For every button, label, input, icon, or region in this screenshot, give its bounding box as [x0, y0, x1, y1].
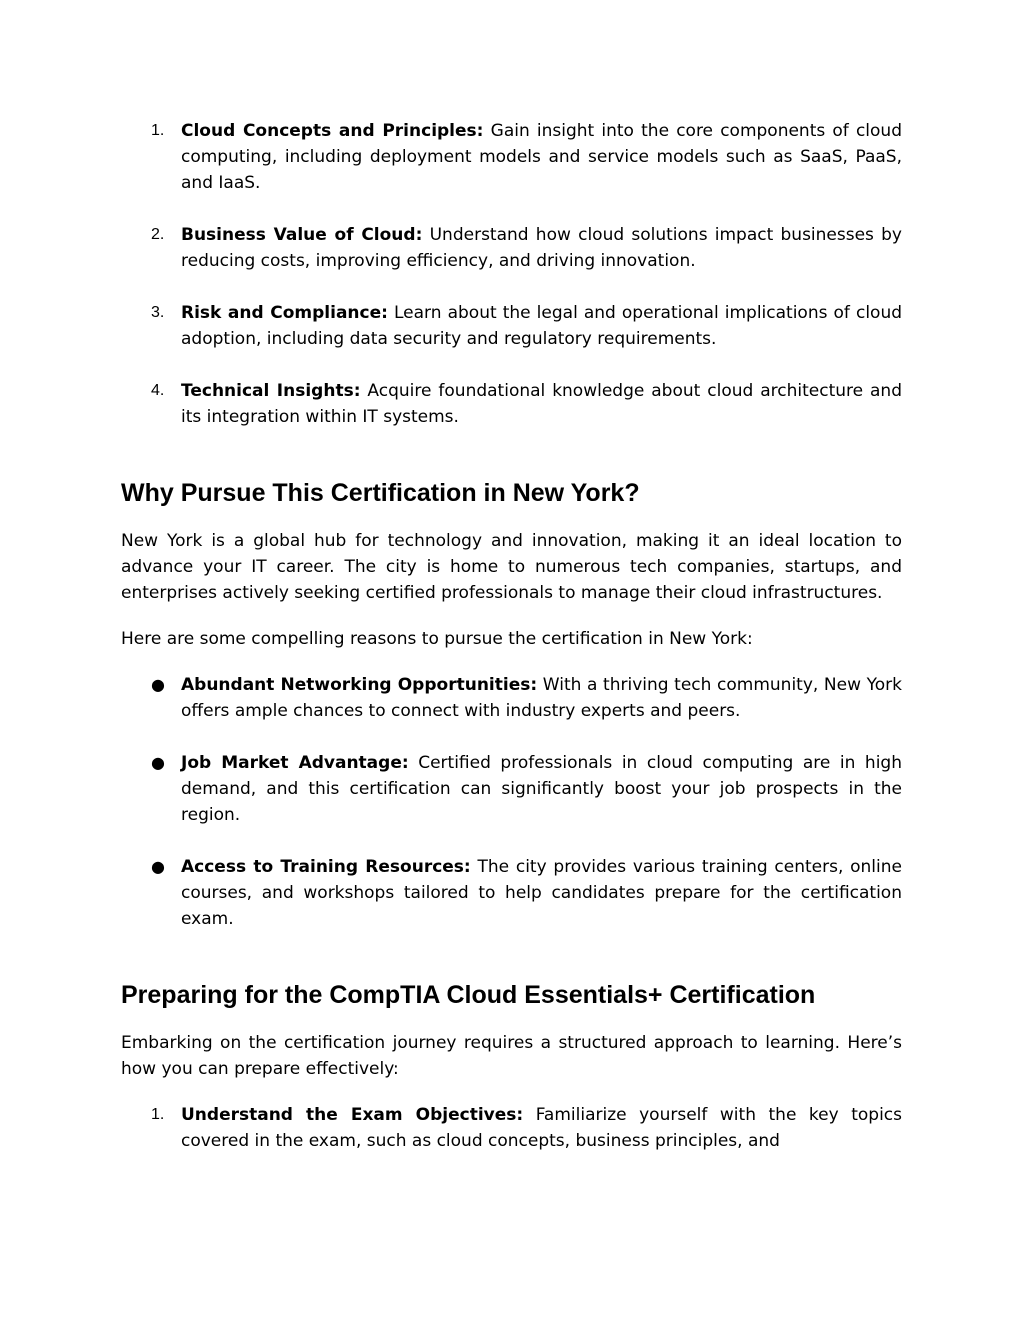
list-number: 4.: [151, 382, 165, 399]
list-item: [121, 118, 902, 196]
list-item-title: Risk and Compliance:: [181, 303, 388, 323]
list-item: [121, 1102, 902, 1154]
list-item: [121, 750, 902, 828]
list-item-title: Access to Training Resources:: [181, 857, 471, 877]
list-number: 2.: [151, 226, 165, 243]
list-number: 1.: [151, 122, 165, 139]
list-item: [121, 672, 902, 724]
list-item: [121, 378, 902, 430]
document-page: [121, 118, 902, 1154]
preparation-list: [121, 1102, 902, 1154]
section-heading-why-new-york: Why Pursue This Certification in New York?: [121, 479, 640, 507]
list-item-text: Learn about the legal and operational implications of cloud adoption, including data security and regulatory requirements.: [181, 303, 903, 349]
list-item-title: Business Value of Cloud:: [181, 225, 423, 245]
list-item-title: Job Market Advantage:: [181, 753, 409, 773]
bullet-marker: ●: [151, 857, 165, 876]
bullet-marker: ●: [151, 675, 165, 694]
list-item-title: Understand the Exam Objectives:: [181, 1105, 524, 1125]
paragraph: New York is a global hub for technology and innovation, making it an ideal location to advance your IT career. The city is home to numerous tech companies, startups, and enterprises actively seeking certified professionals to manage their cloud infrastructures.: [121, 531, 902, 603]
list-item-title: Abundant Networking Opportunities:: [181, 675, 538, 695]
list-item-text: The city provides various training centers, online courses, and workshops tailored to help candidates prepare for the certification exam.: [181, 857, 902, 929]
paragraph: Here are some compelling reasons to pursue the certification in New York:: [121, 629, 753, 649]
section-heading-preparing: Preparing for the CompTIA Cloud Essentials+ Certification: [121, 981, 816, 1009]
list-item: [121, 854, 902, 932]
paragraph: Embarking on the certification journey requires a structured approach to learning. Here’s how you can prepare effectively:: [121, 1033, 902, 1079]
list-item-text: With a thriving tech community, New York offers ample chances to connect with industry experts and peers.: [181, 675, 902, 721]
list-item-text: Certified professionals in cloud computing are in high demand, and this certification can significantly boost your job prospects in the region.: [181, 753, 902, 825]
list-item: [121, 300, 902, 352]
cloud-topics-list: [121, 118, 902, 430]
list-number: 3.: [151, 304, 165, 321]
list-item-text: Understand how cloud solutions impact businesses by reducing costs, improving efficiency, and driving innovation.: [181, 225, 902, 271]
reasons-list: [121, 672, 902, 932]
list-number: 1.: [151, 1106, 165, 1123]
list-item: [121, 222, 902, 274]
list-item-title: Cloud Concepts and Principles:: [181, 121, 484, 141]
list-item-text: Acquire foundational knowledge about cloud architecture and its integration within IT systems.: [181, 381, 902, 427]
bullet-marker: ●: [151, 753, 165, 772]
list-item-text: Gain insight into the core components of cloud computing, including deployment models and service models such as SaaS, PaaS, and IaaS.: [181, 121, 902, 193]
list-item-text: Familiarize yourself with the key topics covered in the exam, such as cloud concepts, business principles, and: [181, 1105, 903, 1151]
list-item-title: Technical Insights:: [181, 381, 361, 401]
